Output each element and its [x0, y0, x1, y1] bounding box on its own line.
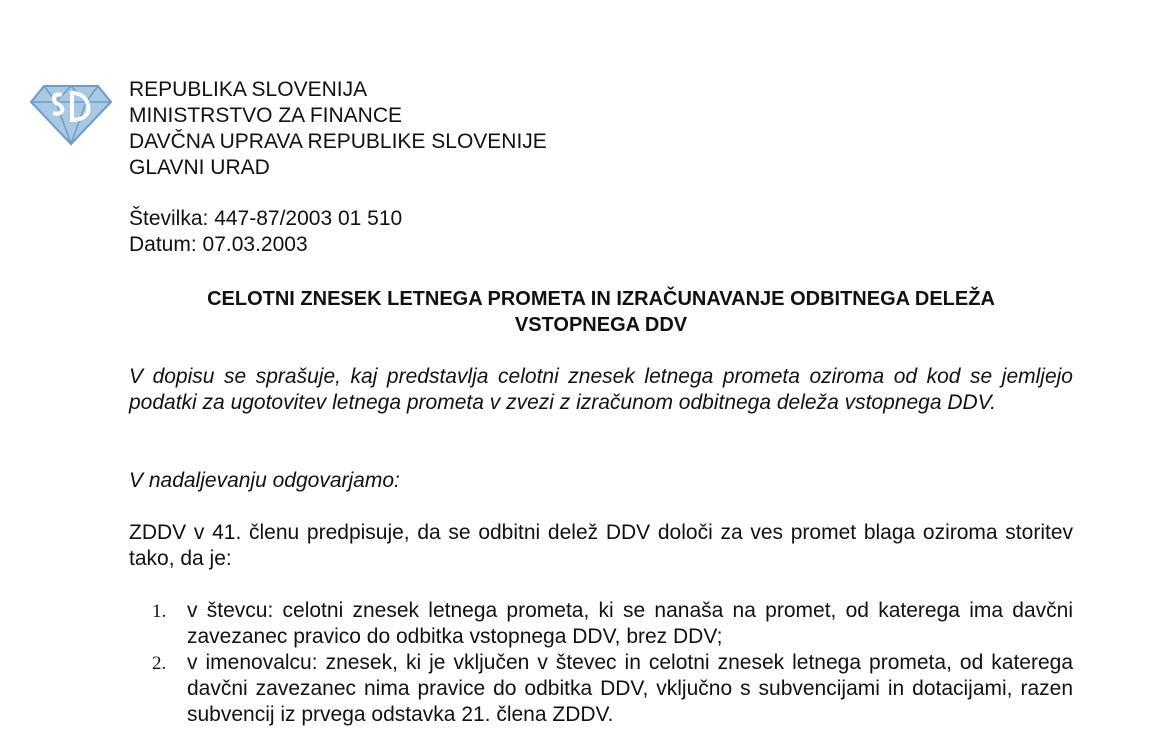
reply-intro: V nadaljevanju odgovarjamo: — [129, 469, 400, 492]
list-item-text: v imenovalcu: znesek, ki je vključen v števec in celotni znesek letnega prometa, od katerega davčni zavezanec nima pravice do odbitka DDV, vključno s subvencijami in dotacijami, razen subvencij iz prvega odstavka 21. člena ZDDV. — [187, 651, 1073, 726]
institution-header — [129, 77, 547, 181]
document-number: Številka: 447-87/2003 01 510 — [129, 207, 403, 230]
title-line-2: VSTOPNEGA DDV — [514, 314, 688, 336]
list-item — [129, 598, 1073, 650]
list-item-number: 1. — [152, 601, 167, 622]
list-item-text: v števcu: celotni znesek letnega prometa, ki se nanaša na promet, od katerega ima davčni zavezanec pravico do odbitka vstopnega DDV, brez DDV; — [187, 599, 1073, 648]
list-item-number: 2. — [152, 653, 167, 674]
article-paragraph: ZDDV v 41. členu predpisuje, da se odbitni delež DDV določi za ves promet blaga oziroma storitev tako, da je: — [129, 521, 1073, 570]
list-item — [129, 650, 1073, 728]
header-republic: REPUBLIKA SLOVENIJA — [129, 78, 368, 101]
header-ministry: MINISTRSTVO ZA FINANCE — [129, 104, 403, 127]
document-title — [129, 286, 1073, 338]
header-main-office: GLAVNI URAD — [129, 156, 270, 179]
header-tax-administration: DAVČNA UPRAVA REPUBLIKE SLOVENIJE — [129, 130, 547, 153]
document-date: Datum: 07.03.2003 — [129, 233, 308, 256]
question-paragraph: V dopisu se sprašuje, kaj predstavlja celotni znesek letnega prometa oziroma od kod se jemljejo podatki za ugotovitev letnega prometa v zvezi z izračunom odbitnega deleža vstopnega DDV. — [129, 365, 1073, 414]
title-line-1: CELOTNI ZNESEK LETNEGA PROMETA IN IZRAČUNAVANJE ODBITNEGA DELEŽA — [207, 288, 995, 310]
durs-emblem-logo — [28, 80, 114, 148]
document-meta — [129, 206, 402, 258]
numbered-list — [129, 598, 1073, 728]
